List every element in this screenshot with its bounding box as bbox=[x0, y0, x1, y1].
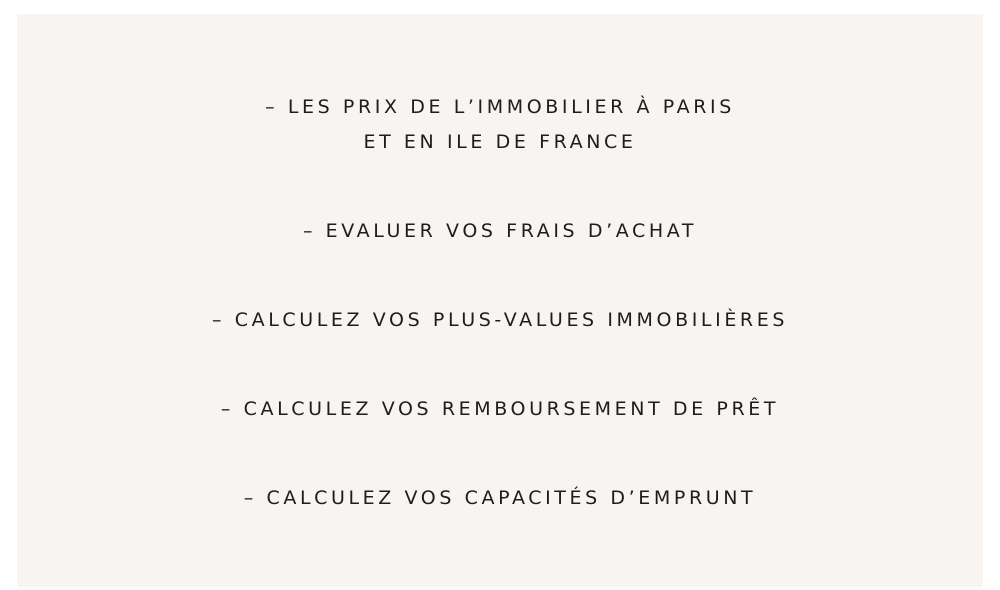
link-prix-immobilier[interactable] bbox=[17, 90, 983, 160]
links-panel bbox=[17, 14, 983, 587]
link-prix-immobilier-line1: – LES PRIX DE L’IMMOBILIER À PARIS bbox=[265, 96, 735, 118]
link-prix-immobilier-line2: ET EN ILE DE FRANCE bbox=[363, 131, 637, 153]
link-plus-values-label: – CALCULEZ VOS PLUS-VALUES IMMOBILIÈRES bbox=[211, 309, 788, 331]
link-remboursement-pret[interactable] bbox=[17, 392, 983, 427]
link-capacites-emprunt-label: – CALCULEZ VOS CAPACITÉS D’EMPRUNT bbox=[243, 487, 757, 509]
link-capacites-emprunt[interactable] bbox=[17, 481, 983, 516]
link-remboursement-pret-label: – CALCULEZ VOS REMBOURSEMENT DE PRÊT bbox=[220, 398, 780, 420]
link-frais-achat-label: – EVALUER VOS FRAIS D’ACHAT bbox=[302, 220, 698, 242]
link-plus-values[interactable] bbox=[17, 303, 983, 338]
link-frais-achat[interactable] bbox=[17, 214, 983, 249]
